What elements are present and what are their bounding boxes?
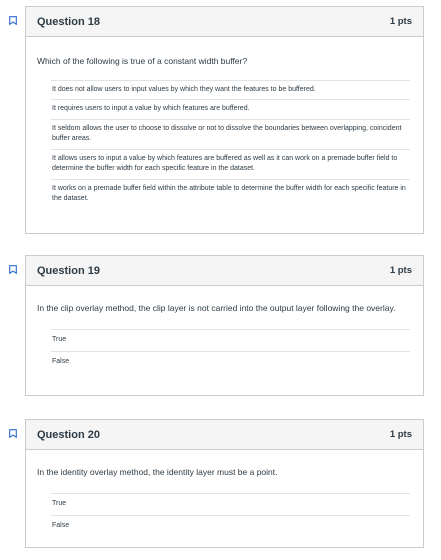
answer-option-false[interactable]: False bbox=[51, 351, 410, 374]
answer-list bbox=[51, 329, 410, 374]
answer-option-5[interactable]: It works on a premade buffer field within the attribute table to determine the buffer width for each specific feature in the dataset. bbox=[51, 179, 410, 209]
flag-bookmark-icon[interactable] bbox=[9, 16, 17, 25]
question-header bbox=[26, 7, 423, 37]
answer-option-2[interactable]: It requires users to input a value by which features are buffered. bbox=[51, 99, 410, 119]
answer-option-3[interactable]: It seldom allows the user to choose to dissolve or not to dissolve the boundaries between overlapping, coincident buffer areas. bbox=[51, 119, 410, 149]
question-title: Question 20 bbox=[37, 428, 100, 441]
answer-option-false[interactable]: False bbox=[51, 515, 410, 538]
answer-list bbox=[51, 493, 410, 538]
question-text: In the clip overlay method, the clip layer is not carried into the output layer following the overlay. bbox=[37, 303, 396, 313]
answer-option-4[interactable]: It allows users to input a value by which features are buffered as well as it can work on a premade buffer field to determine the buffer width for each specific feature in the dataset. bbox=[51, 149, 410, 179]
question-title: Question 19 bbox=[37, 264, 100, 277]
flag-bookmark-icon[interactable] bbox=[9, 265, 17, 274]
question-18 bbox=[25, 6, 424, 234]
question-title: Question 18 bbox=[37, 15, 100, 28]
question-points: 1 pts bbox=[389, 265, 412, 276]
answer-option-true[interactable]: True bbox=[51, 329, 410, 352]
answer-option-true[interactable]: True bbox=[51, 493, 410, 516]
flag-bookmark-icon[interactable] bbox=[9, 429, 17, 438]
answer-list bbox=[51, 80, 410, 209]
question-points: 1 pts bbox=[389, 429, 412, 440]
question-points: 1 pts bbox=[389, 16, 412, 27]
answer-option-1[interactable]: It does not allow users to input values by which they want the features to be buffered. bbox=[51, 80, 410, 100]
question-text: In the identity overlay method, the identity layer must be a point. bbox=[37, 467, 278, 477]
question-text: Which of the following is true of a constant width buffer? bbox=[37, 56, 248, 66]
question-header bbox=[26, 420, 423, 450]
question-19 bbox=[25, 255, 424, 396]
question-20 bbox=[25, 419, 424, 548]
question-header bbox=[26, 256, 423, 286]
